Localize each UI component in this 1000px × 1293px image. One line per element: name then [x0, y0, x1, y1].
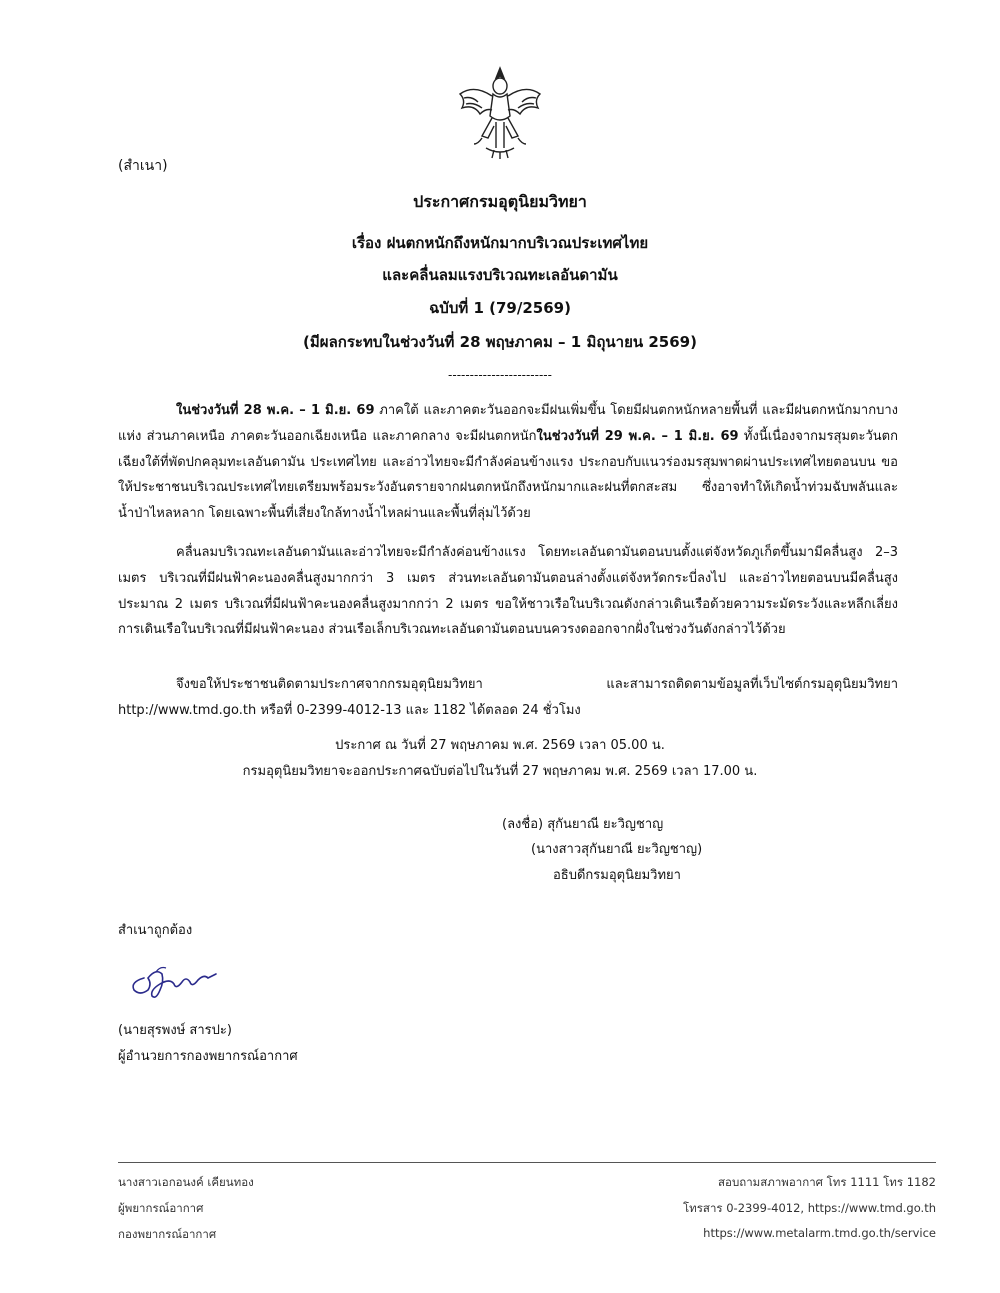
handwritten-signature-icon: [126, 960, 222, 1006]
issue-number: ฉบับที่ 1 (79/2569): [429, 299, 571, 317]
paragraph-rain-forecast: [118, 398, 898, 527]
forecast-period-bold: ในช่วงวันที่ 28 พ.ค. – 1 มิ.ย. 69: [176, 403, 375, 418]
paragraph-wave-warning: คลื่นลมบริเวณทะเลอันดามันและอ่าวไทยจะมีกำลังค่อนข้างแรง โดยทะเลอันดามันตอนบนตั้งแต่จังหวัดภูเก็ตขึ้นมามีคลื่นสูง 2–3 เมตร บริเวณที่มีฝนฟ้าคะนองคลื่นสูงมากกว่า 3 เมตร ส่วนทะเลอันดามันตอนล่างตั้งแต่จังหวัดกระบี่ลงไป และอ่าวไทยตอนบนมีคลื่นสูงประมาณ 2 เมตร บริเวณที่มีฝนฟ้าคะนองคลื่นสูงมากกว่า 2 เมตร ขอให้ชาวเรือในบริเวณดังกล่าวเดินเรือด้วยความระมัดระวังและหลีกเลี่ยงการเดินเรือในบริเวณที่มีฝนฟ้าคะนอง ส่วนเรือเล็กบริเวณทะเลอันดามันตอนบนควรงดออกจากฝั่งในช่วงวันดังกล่าวไว้ด้วย: [118, 545, 898, 638]
next-issue-notice: กรมอุตุนิยมวิทยาจะออกประกาศฉบับต่อไปในวันที่ 27 พฤษภาคม พ.ศ. 2569 เวลา 17.00 น.: [242, 764, 758, 779]
contact-phone: สอบถามสภาพอากาศ โทร 1111 โทร 1182: [718, 1175, 936, 1189]
paragraph-follow-updates: จึงขอให้ประชาชนติดตามประกาศจากกรมอุตุนิยมวิทยา และสามารถติดตามข้อมูลที่เว็บไซต์กรมอุตุนิยมวิทยา http://www.tmd.go.th หรือที่ 0-2399-4012-13 และ 1182 ได้ตลอด 24 ชั่วโมง: [118, 677, 898, 718]
copy-certified-label: สำเนาถูกต้อง: [118, 923, 193, 938]
subject-line-2: และคลื่นลมแรงบริเวณทะเลอันดามัน: [382, 266, 618, 284]
forecast-text-a: ภาคใต้ และภาคตะวันออกจะมีฝนเพิ่มขึ้น โดยมีฝนตกหนักหลายพื้นที่ และมีฝนตกหนักมากบางแห่ง ส่วนภาคเหนือ ภาคตะวันออกเฉียงเหนือ และภาคกลาง จะมีฝนตกหนัก: [118, 403, 898, 444]
separator-line: ------------------------: [448, 368, 552, 382]
certifier-name: (นายสุรพงษ์ สารปะ): [118, 1023, 232, 1038]
announced-date: ประกาศ ณ วันที่ 27 พฤษภาคม พ.ศ. 2569 เวลา 05.00 น.: [335, 738, 665, 753]
garuda-emblem-icon: [452, 64, 548, 160]
subject-line-1: เรื่อง ฝนตกหนักถึงหนักมากบริเวณประเทศไทย: [351, 234, 649, 252]
forecaster-division: กองพยากรณ์อากาศ: [118, 1227, 217, 1241]
forecast-text-b: ทั้งนี้เนื่องจากมรสุมตะวันตกเฉียงใต้ที่พัดปกคลุมทะเลอันดามัน ประเทศไทย และอ่าวไทยจะมีกำลังค่อนข้างแรง ประกอบกับแนวร่องมรสุมพาดผ่านประเทศไทยตอนบน ขอให้ประชาชนบริเวณประเทศไทยเตรียมพร้อมระวังอันตรายจากฝนตกหนักถึงหนักมากและฝนที่ตกสะสม ซึ่งอาจทำให้เกิดน้ำท่วมฉับพลันและน้ำป่าไหลหลาก โดยเฉพาะพื้นที่เสี่ยงใกล้ทางน้ำไหลผ่านและพื้นที่ลุ่มไว้ด้วย: [118, 428, 898, 522]
footer-divider: [118, 1162, 936, 1163]
forecaster-name: นางสาวเอกอนงค์ เคียนทอง: [118, 1175, 254, 1189]
signer-signed: (ลงชื่อ) สุกันยาณี ยะวิญชาญ: [502, 817, 664, 832]
heavy-rain-period-bold: ในช่วงวันที่ 29 พ.ค. – 1 มิ.ย. 69: [536, 428, 739, 444]
contact-service-url: https://www.metalarm.tmd.go.th/service: [703, 1226, 936, 1240]
certifier-position: ผู้อำนวยการกองพยากรณ์อากาศ: [118, 1049, 298, 1064]
contact-fax-web: โทรสาร 0-2399-4012, https://www.tmd.go.th: [683, 1201, 936, 1215]
forecaster-role: ผู้พยากรณ์อากาศ: [118, 1201, 204, 1215]
effect-period: (มีผลกระทบในช่วงวันที่ 28 พฤษภาคม – 1 มิถุนายน 2569): [303, 333, 697, 351]
signer-full-name: (นางสาวสุกันยาณี ยะวิญชาญ): [531, 842, 703, 857]
copy-tag: (สำเนา): [118, 158, 168, 174]
announcement-title: ประกาศกรมอุตุนิยมวิทยา: [413, 192, 587, 211]
signer-position: อธิบดีกรมอุตุนิยมวิทยา: [553, 868, 681, 883]
